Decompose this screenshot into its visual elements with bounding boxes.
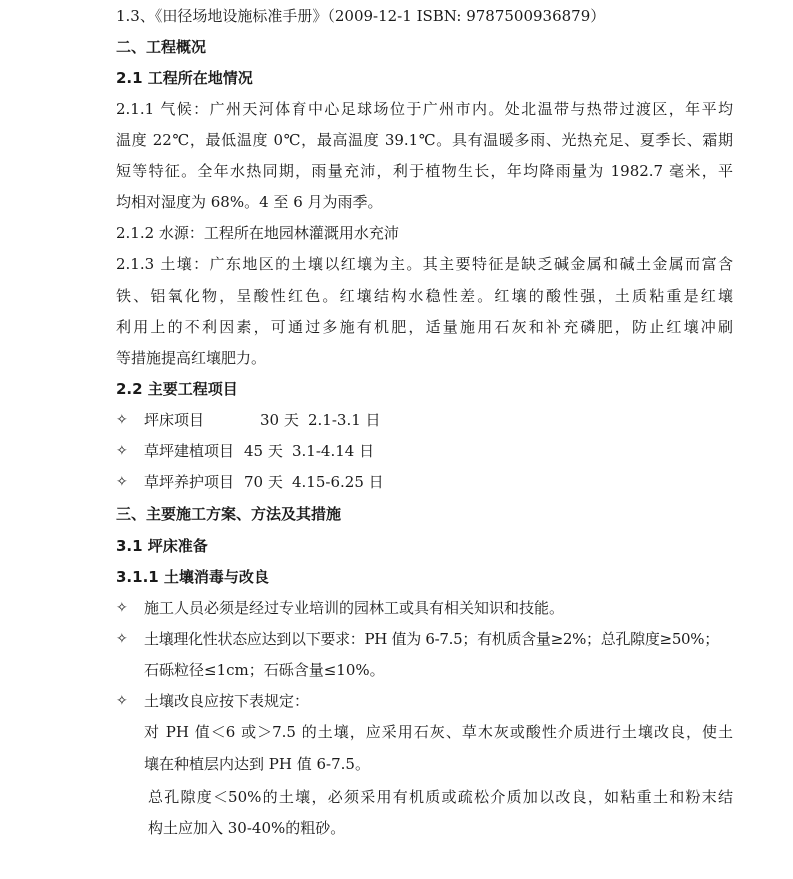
project-range: 2.1-3.1 日 [308,411,381,429]
diamond-bullet-icon: ✧ [116,693,128,709]
project-range: 4.15-6.25 日 [292,473,384,491]
project-row [116,408,733,432]
reference-line: 1.3、《田径场地设施标准手册》（2009-12-1 ISBN: 9787500936879） [116,7,606,25]
diamond-bullet-icon: ✧ [116,474,128,490]
porosity-line-2: 构土应加入 30-40%的粗砂。 [148,819,346,837]
requirements-continued: 石砾粒径≤1cm；石砾含量≤10%。 [144,661,385,679]
project-name: 草坪建植项目 [144,442,235,460]
bullet-requirements [116,627,733,651]
climate-line-1: 2.1.1 气候：广州天河体育中心足球场位于广州市内。处北温带与热带过渡区，年平均 [116,100,733,118]
heading-items: 2.2 主要工程项目 [116,380,238,398]
heading-plan: 三、主要施工方案、方法及其措施 [116,505,342,523]
bullet-text: 土壤改良应按下表规定： [144,692,310,710]
climate-line-4: 均相对湿度为 68%。4 至 6 月为雨季。 [116,193,383,211]
project-row [116,470,733,494]
ph-line-2: 壤在种植层内达到 PH 值 6-7.5。 [144,755,370,773]
heading-bed: 3.1 坪床准备 [116,537,208,555]
project-row [116,439,733,463]
soil-line-2: 铁、铝氧化物，呈酸性红色。红壤结构水稳性差。红壤的酸性强，土质粘重是红壤 [116,287,733,305]
porosity-line-1: 总孔隙度＜50%的土壤，必须采用有机质或疏松介质加以改良，如粘重土和粉末结 [148,788,733,806]
bullet-text: 施工人员必须是经过专业培训的园林工或具有相关知识和技能。 [144,599,565,617]
project-days: 30 天 [260,411,299,429]
diamond-bullet-icon: ✧ [116,412,128,428]
climate-line-3: 短等特征。全年水热同期，雨量充沛，利于植物生长，年均降雨量为 1982.7 毫米，平 [116,162,733,180]
bullet-text: 土壤理化性状态应达到以下要求：PH 值为 6-7.5；有机质含量≥2%；总孔隙度≥50%； [144,630,719,648]
project-range: 3.1-4.14 日 [292,442,375,460]
project-days: 70 天 [244,473,283,491]
bullet-staff [116,596,733,620]
soil-line-1: 2.1.3 土壤：广东地区的土壤以红壤为主。其主要特征是缺乏碱金属和碱土金属而富含 [116,255,733,273]
heading-soil-treatment: 3.1.1 土壤消毒与改良 [116,568,269,586]
diamond-bullet-icon: ✧ [116,600,128,616]
project-name: 草坪养护项目 [144,473,235,491]
diamond-bullet-icon: ✧ [116,631,128,647]
project-name: 坪床项目 [144,411,205,429]
ph-line-1: 对 PH 值＜6 或＞7.5 的土壤，应采用石灰、草木灰或酸性介质进行土壤改良，使土 [144,723,733,741]
heading-site: 2.1 工程所在地情况 [116,69,253,87]
soil-line-4: 等措施提高红壤肥力。 [116,349,267,367]
water-line: 2.1.2 水源：工程所在地园林灌溉用水充沛 [116,224,399,242]
diamond-bullet-icon: ✧ [116,443,128,459]
soil-line-3: 利用上的不利因素，可通过多施有机肥，适量施用石灰和补充磷肥，防止红壤冲刷 [116,318,733,336]
heading-overview: 二、工程概况 [116,38,207,56]
project-days: 45 天 [244,442,283,460]
climate-line-2: 温度 22℃，最低温度 0℃，最高温度 39.1℃。具有温暖多雨、光热充足、夏季长、霜期 [116,131,733,149]
bullet-improve [116,689,733,713]
